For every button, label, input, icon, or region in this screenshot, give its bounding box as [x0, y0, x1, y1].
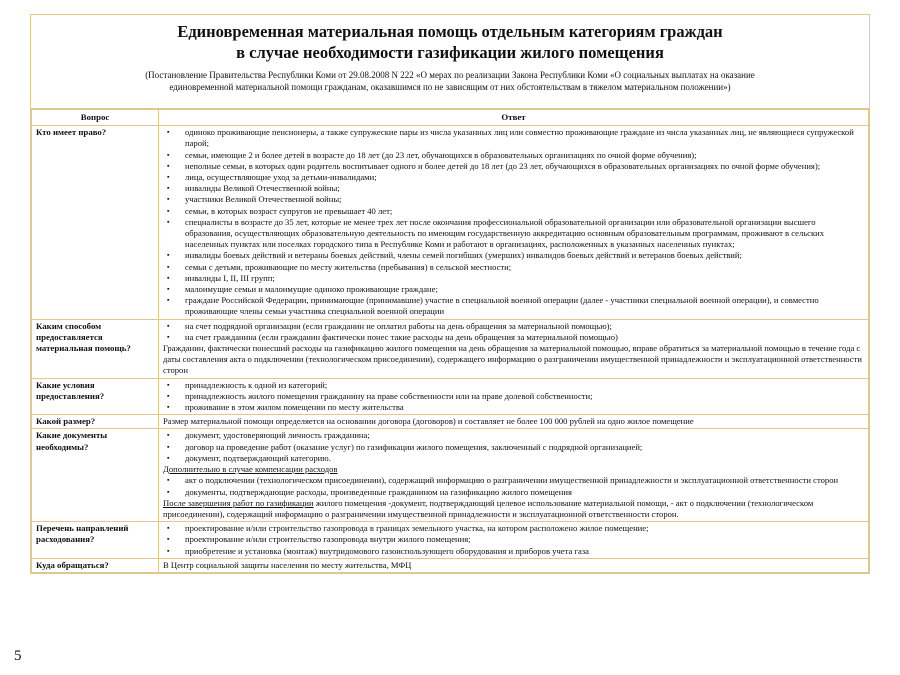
- legal-reference-line1: (Постановление Правительства Республики Коми от 29.08.2008 N 222 «О мерах по реализации Закона Республики Коми «О социальных выплатах на оказание: [145, 70, 755, 80]
- list-item: ▪ специалисты в возрасте до 35 лет, которые не менее трех лет после окончания профессиональной образовательной организации или образовательной организации высшего образования, осуществляющих образовательную деятельность по имеющим государственную аккредитацию основным образовательным программам, проживают в сельских населенных пунктах или поселках городского типа в Республике Коми и работают в организациях, расположенных в указанных населенных пунктах;: [163, 217, 864, 251]
- list-item: ▪ документы, подтверждающие расходы, произведенные гражданином на газификацию жилого помещения: [163, 487, 864, 498]
- list-item: ▪ принадлежность жилого помещения гражданину на праве собственности или на праве долевой собственности;: [163, 391, 864, 402]
- info-sheet: [30, 14, 870, 574]
- list-item: ▪ лица, осуществляющие уход за детьми-инвалидами;: [163, 172, 864, 183]
- list-item: ▪ одиноко проживающие пенсионеры, а также супружеские пары из числа указанных лиц или совместно проживающие граждане из числа указанных лиц, не являющиеся супружеской парой;: [163, 127, 864, 149]
- column-header-answer: Ответ: [159, 110, 869, 126]
- list-item: ▪ малоимущие семьи и малоимущие одиноко проживающие граждане;: [163, 284, 864, 295]
- answer-cell: [159, 378, 869, 415]
- list-item: ▪ инвалиды боевых действий и ветераны боевых действий, члены семей погибших (умерших) инвалидов боевых действий и ветеранов боевых действий;: [163, 250, 864, 261]
- page-title-line1: Единовременная материальная помощь отдельным категориям граждан: [177, 22, 723, 41]
- answer-cell: [159, 319, 869, 378]
- after-completion-note: [163, 498, 864, 520]
- eligible-list: [163, 127, 864, 317]
- list-item: ▪ акт о подключении (технологическом присоединении), содержащий информацию о разграничении имущественной принадлежности и эксплуатационной ответственности сторон: [163, 475, 864, 486]
- qa-table: [31, 109, 869, 573]
- list-item: ▪ семьи с детьми, проживающие по месту жительства (пребывания) в сельской местности;: [163, 262, 864, 273]
- list-item: ▪ приобретение и установка (монтаж) внутридомового газоиспользующего оборудования и приборов учета газа: [163, 546, 864, 557]
- column-header-question: Вопрос: [32, 110, 159, 126]
- table-row-who: [32, 126, 869, 319]
- table-row-directions: [32, 522, 869, 559]
- answer-cell: [159, 126, 869, 319]
- answer-cell: [159, 429, 869, 522]
- question-cell: Кто имеет право?: [32, 126, 159, 319]
- list-item: ▪ семьи, в которых возраст супругов не превышает 40 лет;: [163, 206, 864, 217]
- table-row-size: [32, 415, 869, 429]
- documents-list: [163, 430, 864, 464]
- after-completion-heading: После завершения работ по газификации: [163, 497, 314, 508]
- list-item: ▪ инвалиды Великой Отечественной войны;: [163, 183, 864, 194]
- question-cell: Куда обращаться?: [32, 558, 159, 572]
- list-item: ▪ документ, удостоверяющий личность гражданина;: [163, 430, 864, 441]
- answer-cell: Размер материальной помощи определяется на основании договора (договоров) и составляет не более 100 000 рублей на одно жилое помещение: [159, 415, 869, 429]
- table-row-conditions: [32, 378, 869, 415]
- answer-cell: В Центр социальной защиты населения по месту жительства, МФЦ: [159, 558, 869, 572]
- list-item: ▪ проектирование и/или строительство газопровода внутри жилого помещения;: [163, 534, 864, 545]
- list-item: ▪ граждане Российской Федерации, принимающие (принимавшие) участие в специальной военной операции (далее - участники специальной военной операции), и совместно проживающие члены семьи участника специальной военной операции: [163, 295, 864, 317]
- list-item: ▪ семьи, имеющие 2 и более детей в возрасте до 18 лет (до 23 лет, обучающихся в образовательных организациях по очной форме обучения);: [163, 150, 864, 161]
- list-item: ▪ инвалиды I, II, III групп;: [163, 273, 864, 284]
- list-item: ▪ неполные семьи, в которых один родитель воспитывает одного и более детей до 18 лет (до 23 лет, обучающихся в образовательных организациях по очной форме обучения);: [163, 161, 864, 172]
- answer-cell: [159, 522, 869, 559]
- conditions-list: [163, 380, 864, 414]
- list-item: ▪ принадлежность к одной из категорий;: [163, 380, 864, 391]
- compensation-heading: Дополнительно в случае компенсации расходов: [163, 464, 338, 475]
- question-cell: Перечень направлений расходования?: [32, 522, 159, 559]
- list-item: ▪ на счет гражданина (если гражданин фактически понес такие расходы на день обращения за материальной помощью): [163, 332, 864, 343]
- page-number: 5: [14, 648, 22, 664]
- question-cell: Какие условия предоставления?: [32, 378, 159, 415]
- method-list: [163, 321, 864, 343]
- table-header-row: [32, 110, 869, 126]
- legal-reference: [41, 69, 859, 93]
- table-row-where: [32, 558, 869, 572]
- list-item: ▪ документ, подтверждающий категорию.: [163, 453, 864, 464]
- directions-list: [163, 523, 864, 557]
- table-row-documents: [32, 429, 869, 522]
- compensation-list: [163, 475, 864, 497]
- list-item: ▪ проектирование и/или строительство газопровода в границах земельного участка, на котором расположено жилое помещение;: [163, 523, 864, 534]
- method-note: Гражданин, фактически понесший расходы на газификацию жилого помещения на день обращения за материальной помощью, вправе обратиться за материальной помощью в течение года с даты составления акта о подключении (технологическом присоединении), содержащего информацию о разграничении имущественной принадлежности и эксплуатационной ответственности сторон: [163, 343, 862, 376]
- question-cell: Какой размер?: [32, 415, 159, 429]
- question-cell: Какие документы необходимы?: [32, 429, 159, 522]
- legal-reference-line2: единовременной материальной помощи гражданам, оказавшимся по не зависящим от них обстоятельствам в тяжелом материальном положении»): [169, 82, 731, 92]
- header: [31, 15, 869, 109]
- list-item: ▪ на счет подрядной организации (если гражданин не оплатил работы на день обращения за материальной помощью);: [163, 321, 864, 332]
- list-item: ▪ участники Великой Отечественной войны;: [163, 194, 864, 205]
- list-item: ▪ проживание в этом жилом помещении по месту жительства: [163, 402, 864, 413]
- table-row-method: [32, 319, 869, 378]
- list-item: ▪ договор на проведение работ (оказание услуг) по газификации жилого помещения, заключенный с подрядной организацией;: [163, 442, 864, 453]
- after-completion-text: жилого помещения -документ, подтверждающий целевое использование материальной помощи, - акт о подключении (технологическом присоединении), содержащий информацию о разграничении имущественной принадлежности и эксплуатационной ответственности сторон.: [163, 497, 814, 519]
- question-cell: Каким способом предоставляется материальная помощь?: [32, 319, 159, 378]
- page-title-line2: в случае необходимости газификации жилого помещения: [236, 43, 664, 62]
